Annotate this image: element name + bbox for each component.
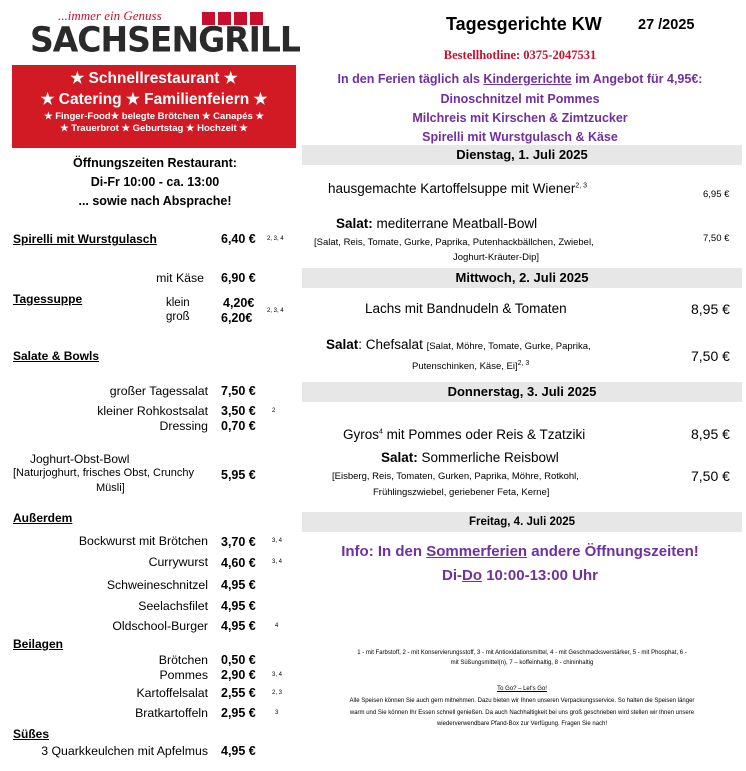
item-schnitzel: Schweineschnitzel	[106, 578, 208, 592]
item-tagessalat: großer Tagessalat	[109, 384, 208, 398]
item-bowl: Joghurt-Obst-Bowl	[30, 452, 130, 466]
item-bowl-desc: Müsli]	[96, 482, 125, 494]
price: 2,95 €	[221, 706, 256, 720]
day-header-thursday: Donnerstag, 3. Juli 2025	[302, 382, 742, 402]
salad-tuesday: Salat: mediterrane Meatball-Bowl	[336, 216, 538, 231]
price: 4,95 €	[221, 578, 256, 592]
footnote-ref: 2	[272, 408, 276, 414]
price: 0,70 €	[221, 419, 256, 433]
allergen-legend: 1 - mit Farbstoff, 2 - mit Konservierungsstoff, 3 - mit Antioxidationsmittel, 4 - mit Geschmacksverstärker, 5 - mit Phosphat, 6 -	[357, 650, 687, 656]
price: 4,60 €	[221, 556, 256, 570]
services-banner	[12, 65, 296, 148]
item-burger: Oldschool-Burger	[112, 619, 208, 633]
item-spirelli: Spirelli mit Wurstgulasch	[13, 232, 157, 246]
item-rohkost: kleiner Rohkostsalat	[97, 404, 208, 418]
footnote-ref: 4	[275, 623, 279, 629]
price: 8,95 €	[691, 301, 730, 317]
salad-desc: Joghurt-Kräuter-Dip]	[453, 252, 540, 263]
price: 2,90 €	[221, 668, 256, 682]
size-klein: klein	[166, 297, 190, 309]
logo-wordmark: SACHSENGRILL	[30, 19, 300, 60]
section-suesses: Süßes	[13, 727, 50, 741]
price: 4,95 €	[221, 599, 256, 613]
kids-dish: Spirelli mit Wurstgulasch & Käse	[422, 130, 618, 144]
salad-desc: [Salat, Reis, Tomate, Gurke, Paprika, Putenhackbällchen, Zwiebel,	[314, 237, 594, 248]
price: 3,70 €	[221, 535, 256, 549]
price: 6,40 €	[221, 232, 256, 246]
info-notice: Info: In den Sommerferien andere Öffnungszeiten!	[341, 543, 699, 560]
banner-line: ★ Trauerbrot ★ Geburtstag ★ Hochzeit ★	[60, 123, 248, 134]
hours-title: Öffnungszeiten Restaurant:	[73, 156, 237, 170]
togo-heading: To Go? – Let's Go!	[497, 686, 547, 692]
price: 6,90 €	[221, 271, 256, 285]
footnote-ref: 3, 4	[272, 672, 283, 678]
item-pommes: Pommes	[159, 668, 208, 682]
price: 7,50 €	[691, 468, 730, 484]
item-bockwurst: Bockwurst mit Brötchen	[78, 534, 208, 548]
footnote-ref: 2, 3	[272, 690, 283, 696]
salad-desc: Frühlingszwiebel, geriebener Feta, Kerne]	[373, 487, 550, 498]
footnote-ref: 2, 3, 4	[267, 308, 284, 314]
price: 6,95 €	[703, 189, 730, 200]
section-beilagen: Beilagen	[13, 637, 64, 651]
kids-dish: Milchreis mit Kirschen & Zimtzucker	[412, 111, 628, 125]
item-quarkkeulchen: 3 Quarkkeulchen mit Apfelmus	[41, 744, 208, 758]
price: 5,95 €	[221, 468, 256, 482]
footnote-ref: 3	[275, 710, 279, 716]
info-hours: Di-Do 10:00-13:00 Uhr	[442, 567, 598, 584]
price: 7,50 €	[703, 233, 730, 244]
section-tagessuppe: Tagessuppe	[13, 292, 83, 306]
price: 4,95 €	[221, 744, 256, 758]
item-bratkartoffeln: Bratkartoffeln	[135, 706, 208, 720]
kids-offer-line: In den Ferien täglich als Kindergerichte im Angebot für 4,95€:	[337, 72, 703, 86]
footnote-ref: 3, 4	[272, 559, 283, 565]
section-ausserdem: Außerdem	[13, 511, 73, 525]
order-hotline: Bestellhotline: 0375-2047531	[443, 48, 597, 62]
banner-line: ★ Catering ★ Familienfeiern ★	[40, 91, 268, 108]
price: 0,50 €	[221, 653, 256, 667]
price: 4,95 €	[221, 619, 256, 633]
day-header-wednesday: Mittwoch, 2. Juli 2025	[302, 268, 742, 288]
size-gross: groß	[166, 311, 190, 323]
price: 8,95 €	[691, 426, 730, 442]
price: 3,50 €	[221, 404, 256, 418]
item-broetchen: Brötchen	[158, 653, 208, 667]
logo-tagline: ...immer ein Genuss	[58, 8, 162, 23]
item-dressing: Dressing	[159, 419, 208, 433]
price: 7,50 €	[221, 384, 256, 398]
kids-link: Kindergerichte	[483, 72, 572, 86]
togo-text: Alle Speisen können Sie auch gern mitnehmen. Dazu bieten wir Ihnen unseren Verpackungsservice. So halten die Speisen länger	[349, 698, 695, 704]
banner-line: ★ Finger-Food★ belegte Brötchen ★ Canapés ★	[44, 111, 264, 122]
day-header-tuesday: Dienstag, 1. Juli 2025	[302, 145, 742, 165]
calendar-week: 27 /2025	[638, 17, 695, 33]
item-bowl-desc: [Naturjoghurt, frisches Obst, Crunchy	[13, 467, 194, 479]
dish-wednesday: Lachs mit Bandnudeln & Tomaten	[365, 301, 567, 316]
dish-tuesday: hausgemachte Kartoffelsuppe mit Wiener$^{2, 3}$	[328, 181, 588, 196]
dish-thursday: Gyros$^4$ mit Pommes oder Reis & Tzatziki	[343, 427, 586, 442]
price: 4,20€	[223, 296, 255, 310]
day-header-friday: Freitag, 4. Juli 2025	[302, 512, 742, 532]
price: 7,50 €	[691, 348, 730, 364]
price: 6,20€	[221, 311, 253, 325]
footnote-ref: 2, 3, 4	[267, 236, 284, 242]
page-title: Tagesgerichte KW	[446, 14, 602, 34]
item-kartoffelsalat: Kartoffelsalat	[136, 686, 208, 700]
togo-text: warm und Sie können Ihr Essen schnell genießen. Da auch Nachhaltigkeit bei uns groß geschrieben wird stellen wir Ihnen unsere	[349, 710, 695, 716]
item-seelachs: Seelachsfilet	[138, 599, 208, 613]
togo-text: wiederverwendbare Pfand-Box zur Verfügung. Fragen Sie nach!	[436, 721, 608, 727]
section-salate: Salate & Bowls	[13, 349, 100, 363]
kids-dish: Dinoschnitzel mit Pommes	[440, 92, 600, 106]
salad-wednesday: Salat: Chefsalat [Salat, Möhre, Tomate, Gurke, Paprika,	[326, 337, 591, 352]
item-mit-kaese: mit Käse	[156, 271, 204, 285]
allergen-legend: mit Süßungsmittel(n), 7 – koffeinhaltig, 8 - chininhaltig	[450, 660, 594, 666]
banner-line: ★ Schnellrestaurant ★	[70, 70, 238, 87]
salad-desc: [Eisberg, Reis, Tomaten, Gurken, Paprika, Möhre, Rotkohl,	[332, 471, 579, 482]
price: 2,55 €	[221, 686, 256, 700]
footnote-ref: 3, 4	[272, 538, 283, 544]
hours-extra: ... sowie nach Absprache!	[78, 194, 232, 208]
hours-days: Di-Fr 10:00 - ca. 13:00	[90, 175, 220, 189]
item-currywurst: Currywurst	[148, 555, 208, 569]
salad-thursday: Salat: Sommerliche Reisbowl	[381, 450, 559, 465]
salad-desc: Putenschinken, Käse, Ei]$^{2, 3}$	[412, 360, 530, 373]
